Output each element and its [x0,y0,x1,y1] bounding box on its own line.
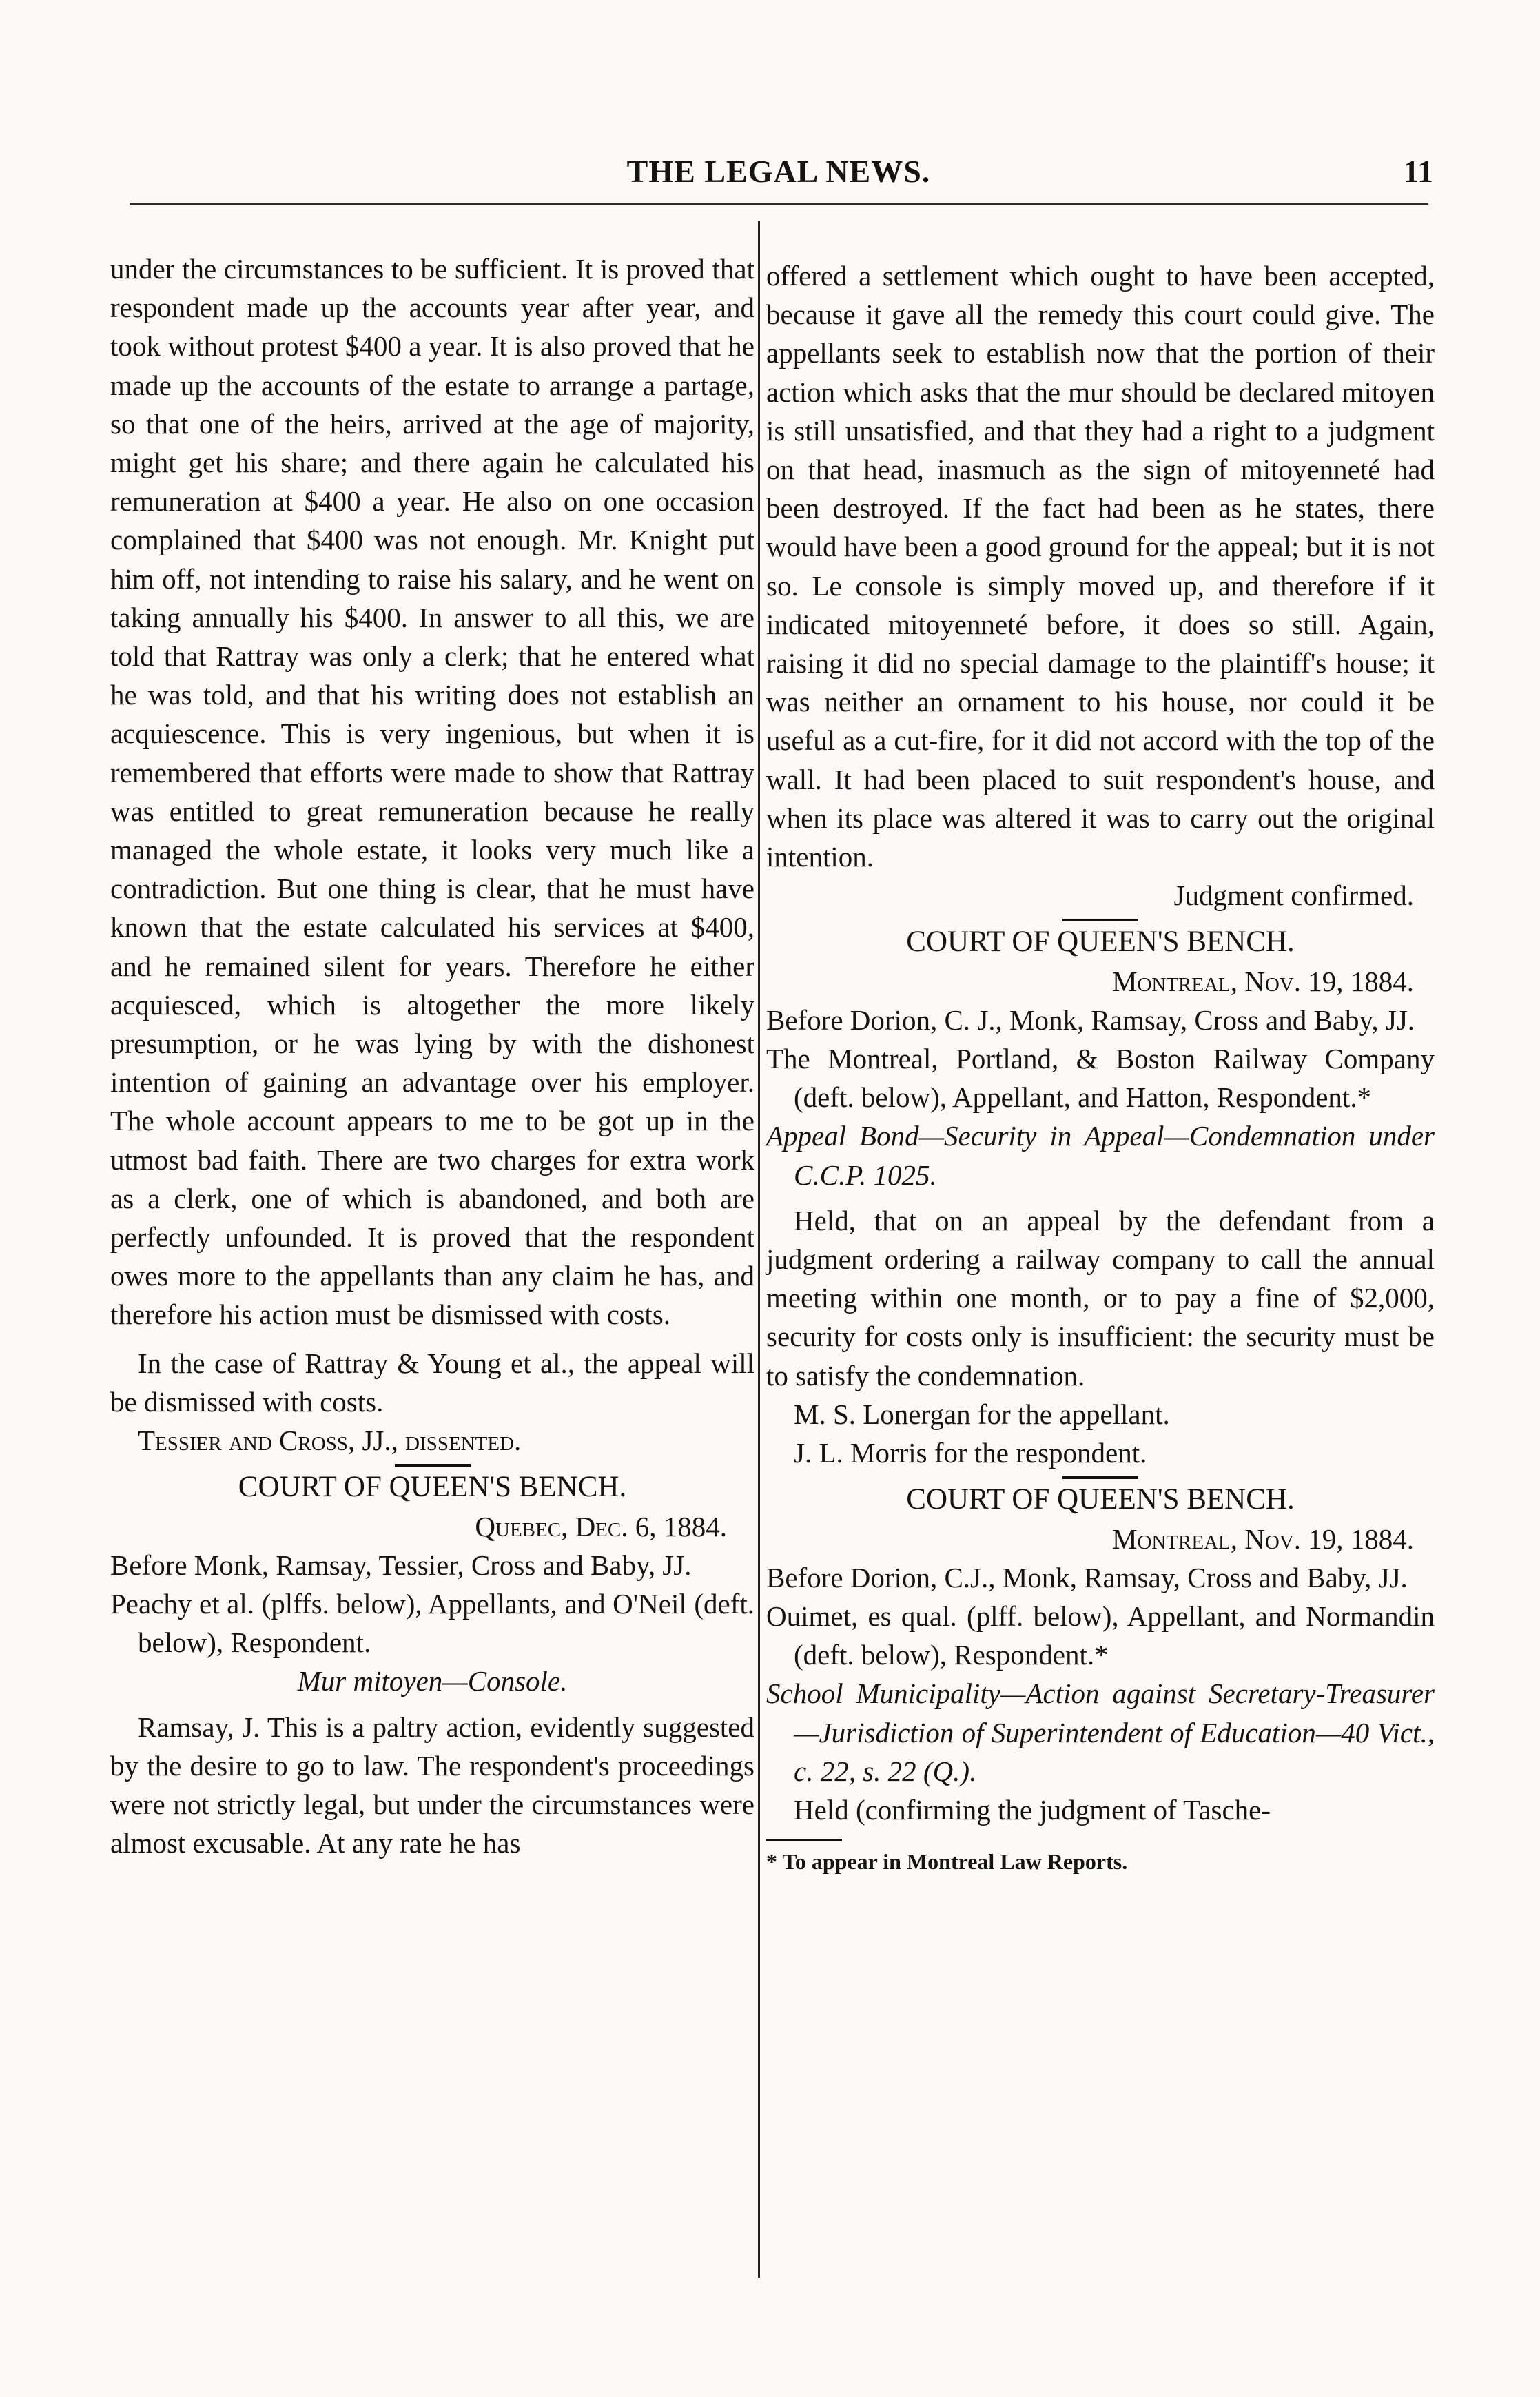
page-number: 11 [1403,154,1433,189]
case-parties: Peachy et al. (plffs. below), Appellants, and O'Neil (deft. below), Respondent. [110,1587,754,1659]
footnote-rule [766,1839,842,1841]
case-parties: Ouimet, es qual. (plff. below), Appellant, and Normandin (deft. below), Respondent.* [766,1600,1435,1671]
judgment-line: Judgment confirmed. [1173,879,1414,912]
left-column [110,249,754,1862]
footnote: * To appear in Montreal Law Reports. [766,1849,1128,1875]
section-rule [395,1464,471,1467]
section-rule [1062,919,1138,921]
bench-line: Before Dorion, C.J., Monk, Ramsay, Cross and Baby, JJ. [766,1561,1408,1593]
column-divider [758,221,760,2278]
right-column [766,256,1435,1875]
dateline: Montreal, Nov. 19, 1884. [1111,1522,1414,1555]
counsel-appellant: M. S. Lonergan for the appellant. [794,1398,1170,1430]
court-heading: COURT OF QUEEN'S BENCH. [238,1471,627,1504]
case-parties: The Montreal, Portland, & Boston Railway Company (deft. below), Appellant, and Hatton, Respondent.* [766,1043,1435,1114]
case-subject: Mur mitoyen—Console. [297,1665,568,1697]
bench-line: Before Monk, Ramsay, Tessier, Cross and Baby, JJ. [110,1549,692,1581]
section-rule [1062,1476,1138,1479]
rattray-case-note: In the case of Rattray & Young et al., the appeal will be dismissed with costs. [110,1347,754,1418]
held-start: Held (confirming the judgment of Tasche- [794,1793,1271,1826]
court-heading: COURT OF QUEEN'S BENCH. [906,1483,1295,1516]
journal-title: THE LEGAL NEWS. [626,154,931,189]
running-header [124,153,1433,194]
dateline: Montreal, Nov. 19, 1884. [1111,965,1414,997]
court-heading: COURT OF QUEEN'S BENCH. [906,926,1295,959]
counsel-respondent: J. L. Morris for the respondent. [794,1437,1147,1469]
dissent-note: Tessier and Cross, JJ., dissented. [138,1425,522,1457]
bench-line: Before Dorion, C. J., Monk, Ramsay, Cross and Baby, JJ. [766,1003,1415,1036]
held-paragraph: Held, that on an appeal by the defendant from a judgment ordering a railway company to call the annual meeting within one month, or to pay a fine of $2,000, security for costs only is insufficient: the security must be to satisfy the condemnation. [766,1204,1435,1391]
case-subject: School Municipality—Action against Secretary-Treasurer—Jurisdiction of Superintendent of Education—40 Vict., c. 22, s. 22 (Q.). [766,1677,1435,1787]
opinion-continuation-right: offered a settlement which ought to have been accepted, because it gave all the remedy this court could give. The appellants seek to establish now that the portion of their action which asks that the mur should be declared mitoyen is still unsatisfied, and that they had a right to a judgment on that head, inasmuch as the sign of mitoyenneté had been destroyed. If the fact had been as he states, there would have been a good ground for the appeal; but it is not so. Le console is simply moved up, and therefore if it indicated mitoyenneté before, it does so still. Again, raising it did no special damage to the plaintiff's house; it was neither an ornament to his house, nor could it be useful as a cut-fire, for it did not accord with the top of the wall. It had been placed to suit respondent's house, and when its place was altered it was to carry out the original intention. [766,260,1435,873]
opinion-start: Ramsay, J. This is a paltry action, evidently suggested by the desire to go to law. The respondent's proceedings were not strictly legal, but under the circumstances were almost excusable. At any rate he has [110,1711,754,1859]
dateline: Quebec, Dec. 6, 1884. [475,1510,727,1542]
case-subject: Appeal Bond—Security in Appeal—Condemnation under C.C.P. 1025. [766,1120,1435,1191]
opinion-continuation: under the circumstances to be sufficient. It is proved that respondent made up the accounts year after year, and took without protest $400 a year. It is also proved that he made up the accounts of the estate to arrange a partage, so that one of the heirs, arrived at the age of majority, might get his share; and there again he calculated his remuneration at $400 a year. He also on one occasion complained that $400 was not enough. Mr. Knight put him off, not intending to raise his salary, and he went on taking annually his $400. In answer to all this, we are told that Rattray was only a clerk; that he entered what he was told, and that his writing does not establish an acquiescence. This is very ingenious, but when it is remembered that efforts were made to show that Rattray was entitled to great remuneration because he really managed the whole estate, it looks very much like a contradiction. But one thing is clear, that he must have known that the estate calculated his services at $400, and he remained silent for years. Therefore he either acquiesced, which is altogether the more likely presumption, or he was lying by with the dishonest intention of gaining an advantage over his employer. The whole account appears to me to be got up in the utmost bad faith. There are two charges for extra work as a clerk, one of which is abandoned, and both are perfectly unfounded. It is proved that the respondent owes more to the appellants than any claim he has, and therefore his action must be dismissed with costs. [110,253,754,1331]
header-rule [130,203,1428,205]
